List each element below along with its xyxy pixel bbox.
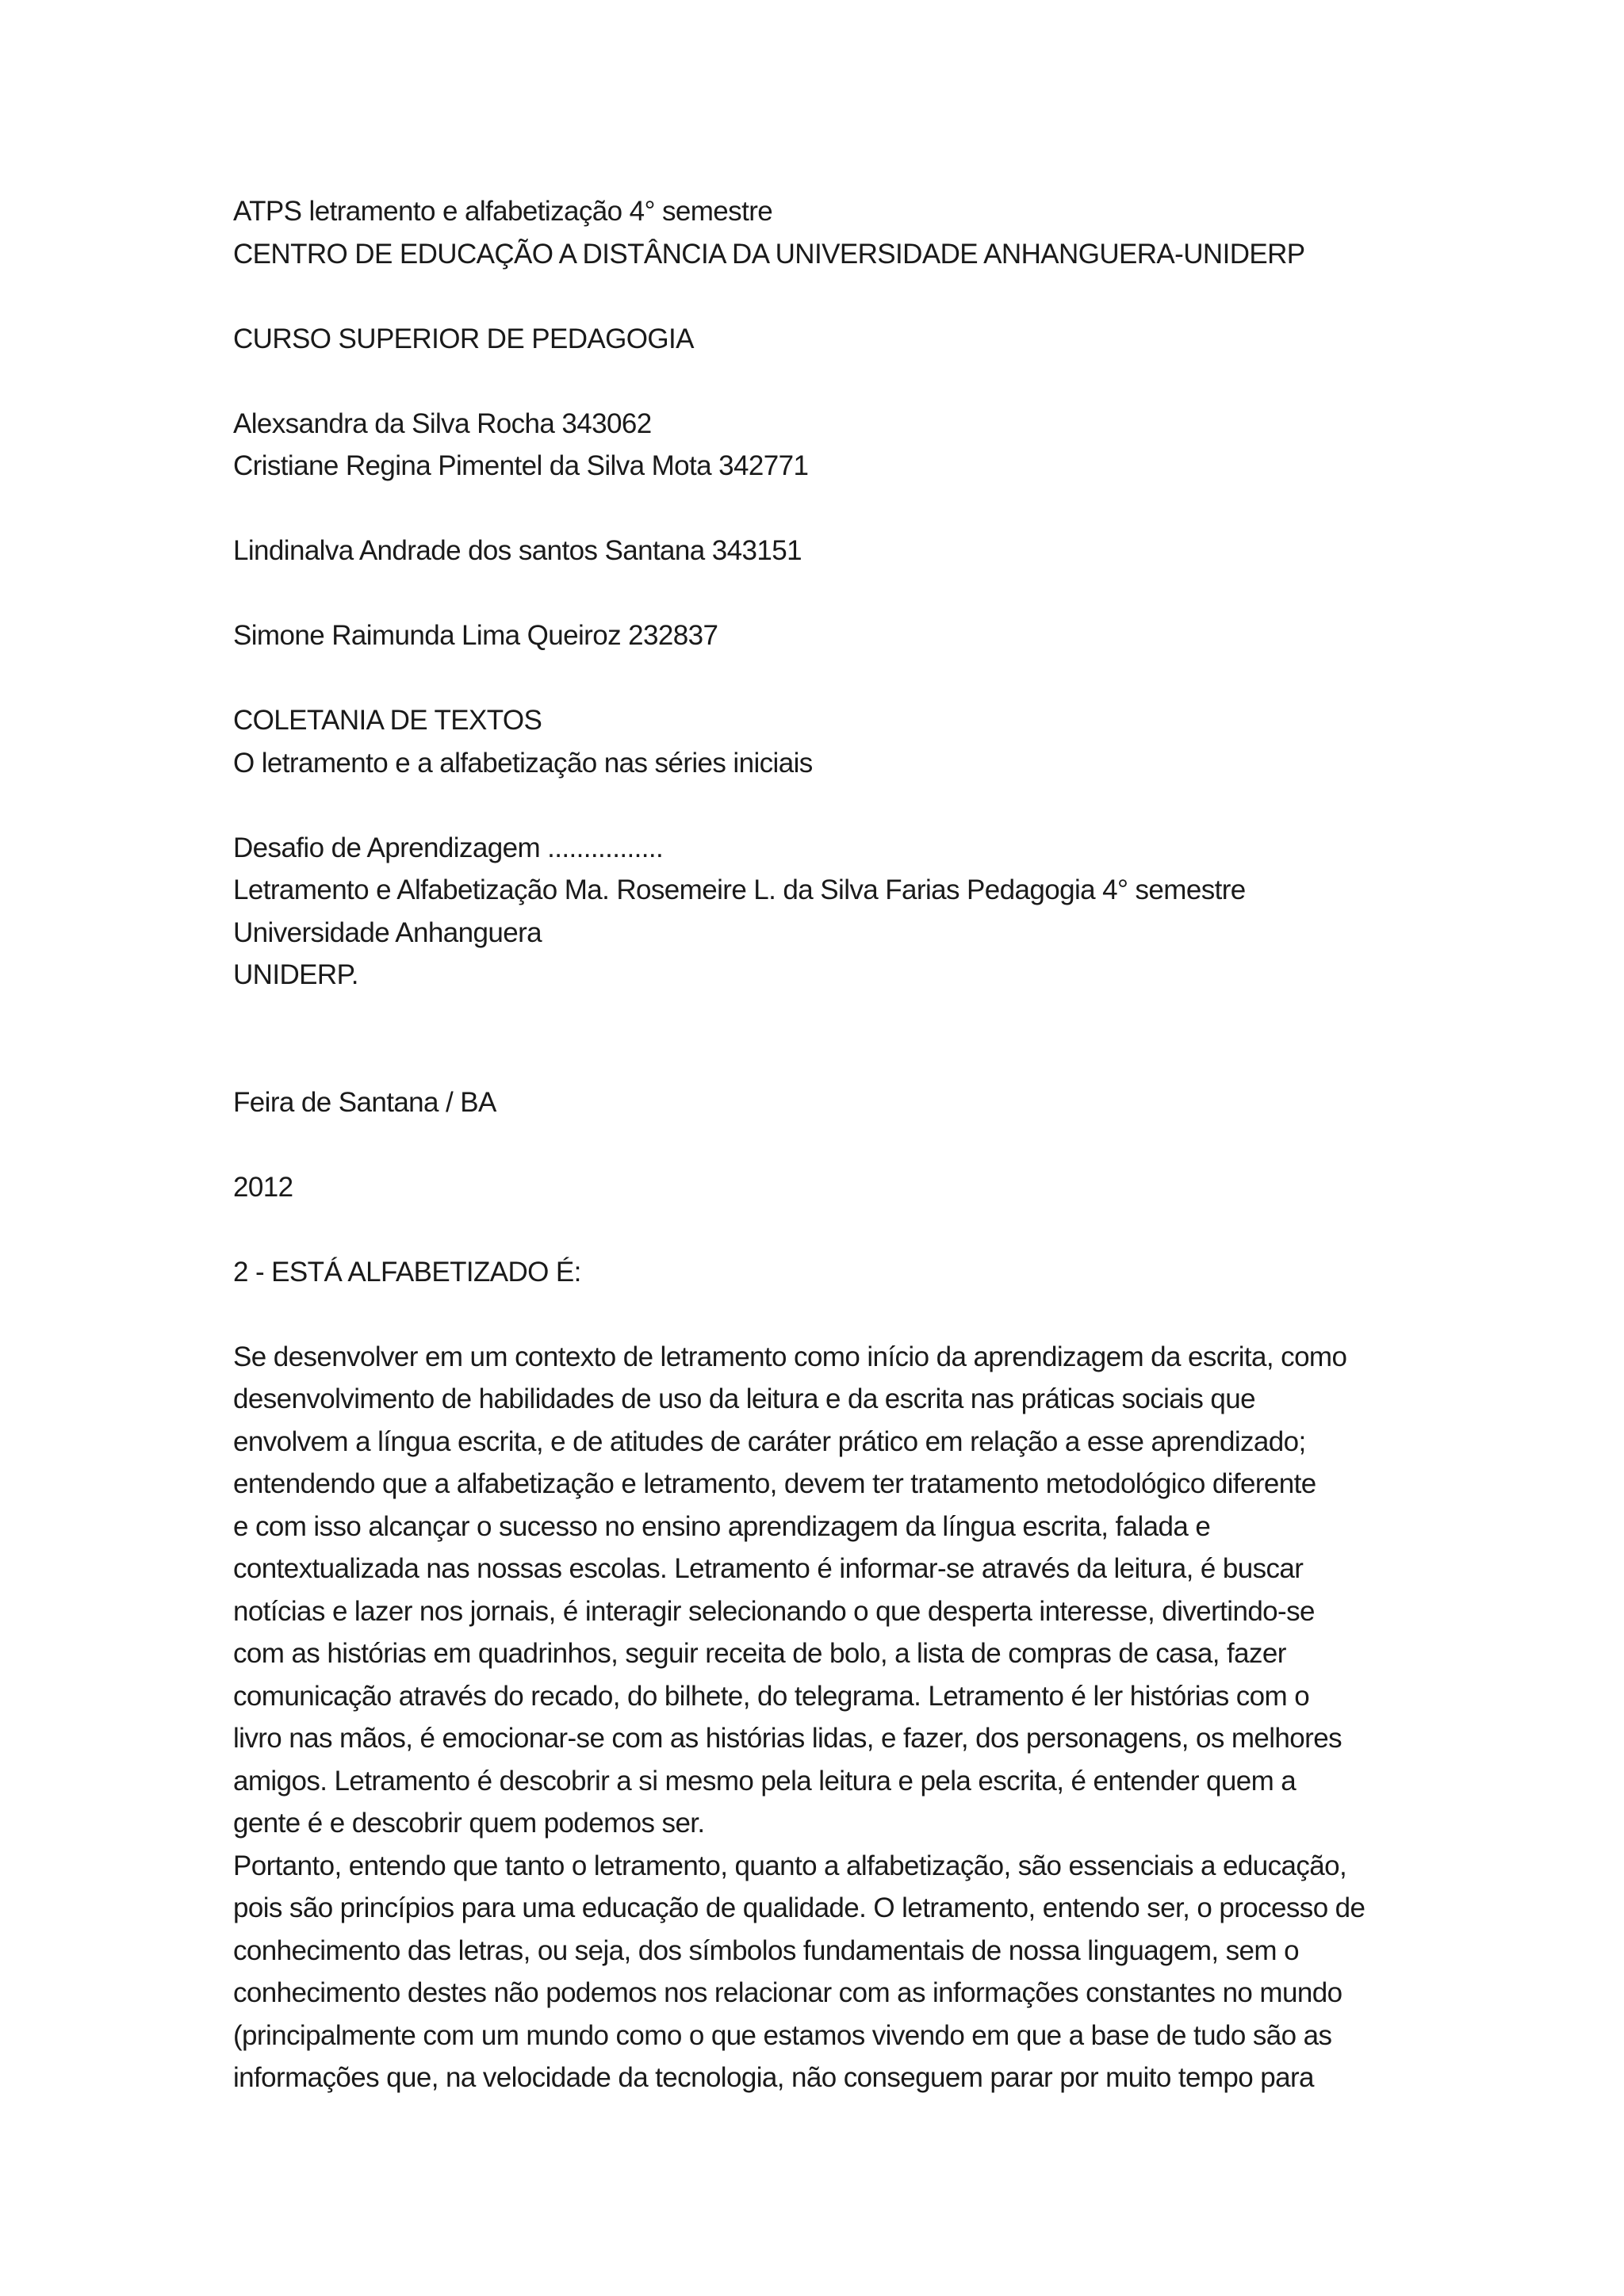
challenge-line-3: Universidade Anhanguera: [233, 916, 542, 948]
paragraph-2-line: conhecimento das letras, ou seja, dos símbolos fundamentais de nossa linguagem, sem o: [233, 1934, 1299, 1966]
header-line-1: ATPS letramento e alfabetização 4° semestre: [233, 196, 773, 227]
paragraph-1-line: envolvem a língua escrita, e de atitudes de caráter prático em relação a esse aprendizado;: [233, 1425, 1306, 1457]
paragraph-2-line: (principalmente com um mundo como o que estamos vivendo em que a base de tudo são as: [233, 2019, 1332, 2051]
paragraph-1-line: notícias e lazer nos jornais, é interagir selecionando o que desperta interesse, divertindo-se: [233, 1595, 1315, 1627]
paragraph-1-line: gente é e descobrir quem podemos ser.: [233, 1808, 705, 1839]
section-title: 2 - ESTÁ ALFABETIZADO É:: [233, 1256, 581, 1288]
paragraph-1-line: Se desenvolver em um contexto de letramento como início da aprendizagem da escrita, como: [233, 1341, 1347, 1372]
paragraph-1-line: entendendo que a alfabetização e letramento, devem ter tratamento metodológico diferente: [233, 1468, 1316, 1499]
document-content: [233, 190, 1423, 2099]
paragraph-2-line: pois são princípios para uma educação de qualidade. O letramento, entendo ser, o processo de: [233, 1892, 1365, 1923]
paragraph-1-line: e com isso alcançar o sucesso no ensino aprendizagem da língua escrita, falada e: [233, 1510, 1211, 1542]
paragraph-1-line: com as histórias em quadrinhos, seguir receita de bolo, a lista de compras de casa, fazer: [233, 1638, 1286, 1669]
paragraph-1: [233, 1336, 1423, 1845]
paragraph-1-line: amigos. Letramento é descobrir a si mesmo pela leitura e pela escrita, é entender quem a: [233, 1765, 1297, 1797]
author-3: Lindinalva Andrade dos santos Santana 343151: [233, 535, 802, 566]
course-title: CURSO SUPERIOR DE PEDAGOGIA: [233, 323, 694, 354]
paragraph-2-line: conhecimento destes não podemos nos relacionar com as informações constantes no mundo: [233, 1977, 1342, 2008]
location: Feira de Santana / BA: [233, 1086, 496, 1118]
year: 2012: [233, 1171, 293, 1203]
challenge-line-2: Letramento e Alfabetização Ma. Rosemeire L. da Silva Farias Pedagogia 4° semestre: [233, 874, 1246, 905]
author-2: Cristiane Regina Pimentel da Silva Mota 342771: [233, 450, 809, 481]
author-1: Alexsandra da Silva Rocha 343062: [233, 408, 652, 439]
paragraph-1-line: desenvolvimento de habilidades de uso da leitura e da escrita nas práticas sociais que: [233, 1383, 1255, 1414]
challenge-line-4: UNIDERP.: [233, 959, 358, 990]
challenge-line-1: Desafio de Aprendizagem ................: [233, 832, 664, 863]
paragraph-1-line: comunicação através do recado, do bilhete, do telegrama. Letramento é ler histórias com o: [233, 1680, 1310, 1712]
collection-subtitle: O letramento e a alfabetização nas séries iniciais: [233, 747, 813, 779]
header-line-2: CENTRO DE EDUCAÇÃO A DISTÂNCIA DA UNIVERSIDADE ANHANGUERA-UNIDERP: [233, 238, 1305, 270]
author-4: Simone Raimunda Lima Queiroz 232837: [233, 620, 718, 651]
paragraph-1-line: contextualizada nas nossas escolas. Letramento é informar-se através da leitura, é buscar: [233, 1553, 1304, 1584]
paragraph-1-line: livro nas mãos, é emocionar-se com as histórias lidas, e fazer, dos personagens, os melhores: [233, 1723, 1342, 1754]
paragraph-2-line: informações que, na velocidade da tecnologia, não conseguem parar por muito tempo para: [233, 2062, 1314, 2093]
paragraph-2-line: Portanto, entendo que tanto o letramento, quanto a alfabetização, são essenciais a educação,: [233, 1850, 1347, 1881]
collection-title: COLETANIA DE TEXTOS: [233, 705, 542, 736]
paragraph-2: [233, 1845, 1423, 2099]
